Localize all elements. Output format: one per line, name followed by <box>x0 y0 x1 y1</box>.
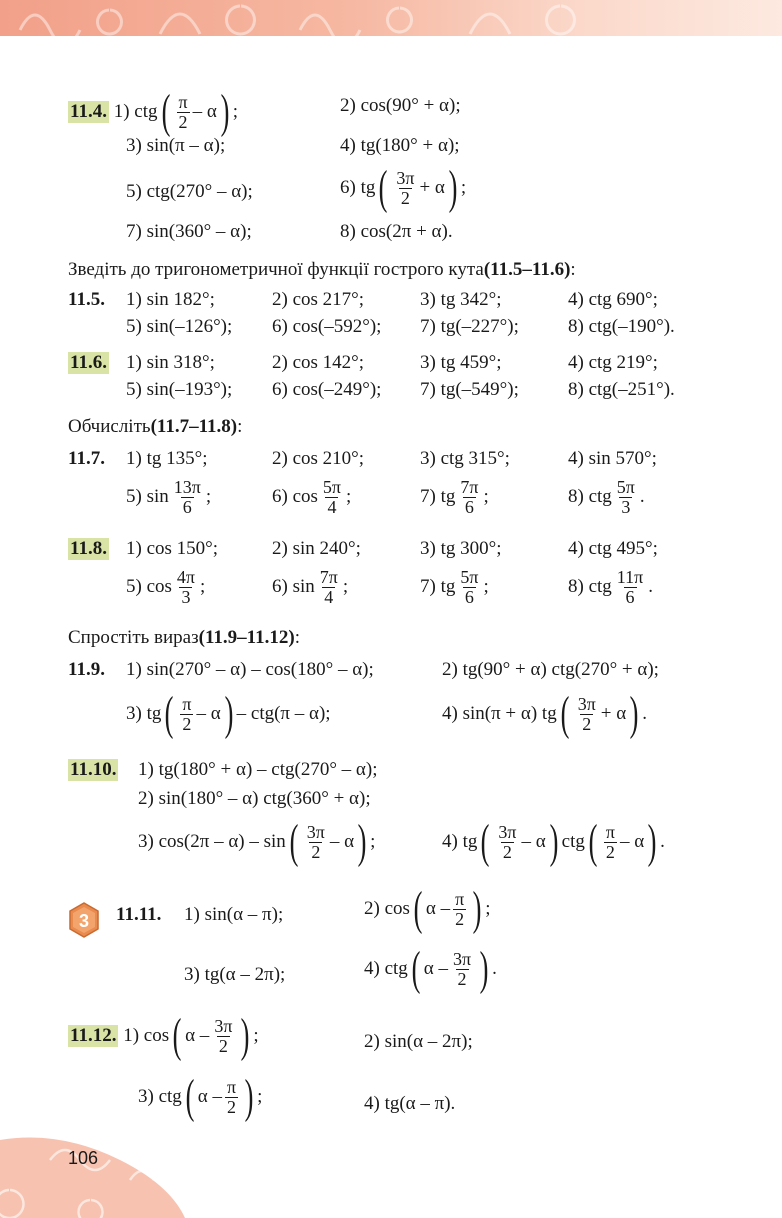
exercise-11-5-item-1: 1) sin 182°; <box>126 289 215 310</box>
parenthesized-expression: ( $\frac{\pi}{2}$ – α ) <box>161 85 230 138</box>
exercise-11-8-item-3: 3) tg 300°; <box>420 538 502 559</box>
exercise-11-7-item-5: 5) sin $\frac{13\pi}{6}$ ; <box>126 477 212 517</box>
exercise-11-6-item-5: 5) sin(–193°); <box>126 379 233 400</box>
exercise-11-12-item-1: 11.12. 1) cos ( α – $\frac{3\pi}{2}$ ) ; <box>70 1009 259 1062</box>
section-heading-compute: Обчисліть (11.7–11.8) : <box>68 416 243 437</box>
exercise-11-5-item-3: 3) tg 342°; <box>420 289 502 310</box>
exercise-11-6-item-4: 4) ctg 219°; <box>568 352 658 373</box>
exercise-11-4-item-3: 3) sin(π – α); <box>126 135 226 156</box>
exercise-11-4-item-5: 5) ctg(270° – α); <box>126 181 253 202</box>
exercise-11-7-item-4: 4) sin 570°; <box>568 448 657 469</box>
fraction: $\frac{4\pi}{3}$ <box>176 567 195 607</box>
fraction: $\frac{\pi}{2}$ <box>178 91 188 132</box>
fraction: $\frac{\pi}{2}$ <box>605 821 615 862</box>
exercise-11-6-item-7: 7) tg(–549°); <box>420 379 519 400</box>
exercise-11-5-item-5: 5) sin(–126°); <box>126 316 233 337</box>
fraction: $\frac{3\pi}{2}$ <box>396 167 415 208</box>
exercise-11-5-item-8: 8) ctg(–190°). <box>568 316 675 337</box>
fraction: $\frac{3\pi}{2}$ <box>214 1015 233 1056</box>
exercise-11-5-item-4: 4) ctg 690°; <box>568 289 658 310</box>
exercise-11-6-item-2: 2) cos 142°; <box>272 352 365 373</box>
page-number: 106 <box>68 1148 99 1168</box>
exercise-11-4-row-1: 11.4. 1) ctg ( $\frac{\pi}{2}$ – α ) ; <box>70 85 239 138</box>
exercise-11-8-item-4: 4) ctg 495°; <box>568 538 658 559</box>
exercise-11-4-item-6: 6) tg ( $\frac{3\pi}{2}$ + α ) ; <box>340 161 467 214</box>
exercise-11-11-item-3: 3) tg(α – 2π); <box>184 964 286 985</box>
exercise-11-10-item-2: 2) sin(180° – α) ctg(360° + α); <box>138 788 371 809</box>
exercise-number: 11.4. <box>70 100 107 122</box>
fraction: $\frac{7\pi}{6}$ <box>460 477 479 517</box>
exercise-11-8-item-8: 8) ctg $\frac{11\pi}{6}$ . <box>568 567 653 607</box>
exercise-11-5-item-2: 2) cos 217°; <box>272 289 365 310</box>
exercise-11-8-item-1: 1) cos 150°; <box>126 538 219 559</box>
exercise-11-7-item-1: 1) tg 135°; <box>126 448 208 469</box>
exercise-number: 11.8. <box>70 538 107 559</box>
exercise-11-10-item-4: 4) tg ( $\frac{3\pi}{2}$ – α ) ctg ( $\frac{\pi}{2}$ – α ) . <box>442 815 665 868</box>
exercise-number: 11.7. <box>68 448 105 469</box>
fraction: $\frac{\pi}{2}$ <box>227 1076 237 1117</box>
exercise-11-9-item-3: 3) tg ( $\frac{\pi}{2}$ – α ) – ctg(π – α); <box>126 687 331 740</box>
exercise-number: 11.5. <box>68 289 105 310</box>
exercise-number: 11.9. <box>68 659 105 680</box>
svg-text:3: 3 <box>78 911 90 931</box>
exercise-number: 11.12. <box>70 1024 117 1046</box>
top-decorative-band <box>0 0 782 36</box>
exercise-11-9-item-1: 1) sin(270° – α) – cos(180° – α); <box>126 659 374 680</box>
fraction: $\frac{\pi}{2}$ <box>455 888 465 929</box>
fraction: $\frac{3\pi}{2}$ <box>306 821 325 862</box>
fraction: $\frac{13\pi}{6}$ <box>173 477 201 517</box>
exercise-11-6-item-1: 1) sin 318°; <box>126 352 215 373</box>
section-heading-reduce: Зведіть до тригонометричної функції гострого кута (11.5–11.6) : <box>68 259 576 280</box>
exercise-11-9-item-2: 2) tg(90° + α) ctg(270° + α); <box>442 659 659 680</box>
exercise-11-10-item-1: 1) tg(180° + α) – ctg(270° – α); <box>138 759 378 780</box>
exercise-11-12-item-3: 3) ctg ( α – $\frac{\pi}{2}$ ) ; <box>138 1070 263 1123</box>
exercise-number: 11.10. <box>70 759 117 780</box>
exercise-11-12-item-4: 4) tg(α – π). <box>364 1093 456 1114</box>
exercise-11-5-item-7: 7) tg(–227°); <box>420 316 519 337</box>
exercise-11-6-item-3: 3) tg 459°; <box>420 352 502 373</box>
fraction: $\frac{5\pi}{3}$ <box>616 477 635 517</box>
fraction: $\frac{3\pi}{2}$ <box>577 693 596 734</box>
exercise-number: 11.11. <box>116 904 162 925</box>
fraction: $\frac{3\pi}{2}$ <box>453 948 472 989</box>
exercise-11-10-item-3: 3) cos(2π – α) – sin ( $\frac{3\pi}{2}$ – α ) ; <box>138 815 376 868</box>
exercise-11-7-item-3: 3) ctg 315°; <box>420 448 510 469</box>
exercise-11-7-item-8: 8) ctg $\frac{5\pi}{3}$ . <box>568 477 645 517</box>
exercise-11-4-item-2: 2) cos(90° + α); <box>340 95 461 116</box>
exercise-11-11-item-2: 2) cos ( α – $\frac{\pi}{2}$ ) ; <box>364 882 491 935</box>
exercise-11-7-item-2: 2) cos 210°; <box>272 448 365 469</box>
exercise-11-8-item-6: 6) sin $\frac{7\pi}{4}$ ; <box>272 567 349 607</box>
exercise-11-8-item-5: 5) cos $\frac{4\pi}{3}$ ; <box>126 567 206 607</box>
fraction: $\frac{7\pi}{4}$ <box>319 567 338 607</box>
exercise-11-4-item-4: 4) tg(180° + α); <box>340 135 460 156</box>
fraction: $\frac{11\pi}{6}$ <box>616 567 644 607</box>
exercise-11-5-item-6: 6) cos(–592°); <box>272 316 382 337</box>
exercise-11-11-item-1: 1) sin(α – π); <box>184 904 284 925</box>
exercise-11-4-item-7: 7) sin(360° – α); <box>126 221 252 242</box>
exercise-11-6-item-8: 8) ctg(–251°). <box>568 379 675 400</box>
exercise-11-7-item-7: 7) tg $\frac{7\pi}{6}$ ; <box>420 477 489 517</box>
exercise-11-4-item-8: 8) cos(2π + α). <box>340 221 453 242</box>
section-heading-simplify: Спростіть вираз (11.9–11.12) : <box>68 627 300 648</box>
exercise-11-8-item-7: 7) tg $\frac{5\pi}{6}$ ; <box>420 567 489 607</box>
exercise-11-9-item-4: 4) sin(π + α) tg ( $\frac{3\pi}{2}$ + α ) . <box>442 687 647 740</box>
difficulty-level-badge <box>68 902 100 938</box>
corner-decoration <box>0 1130 200 1218</box>
fraction: $\frac{\pi}{2}$ <box>182 693 192 734</box>
fraction: $\frac{5\pi}{4}$ <box>322 477 341 517</box>
exercise-11-6-item-6: 6) cos(–249°); <box>272 379 382 400</box>
exercise-11-8-item-2: 2) sin 240°; <box>272 538 361 559</box>
fraction: $\frac{3\pi}{2}$ <box>498 821 517 862</box>
exercise-11-11-item-4: 4) ctg ( α – $\frac{3\pi}{2}$ ) . <box>364 942 497 995</box>
exercise-11-7-item-6: 6) cos $\frac{5\pi}{4}$ ; <box>272 477 352 517</box>
exercise-11-12-item-2: 2) sin(α – 2π); <box>364 1031 473 1052</box>
exercise-number: 11.6. <box>70 352 107 373</box>
fraction: $\frac{5\pi}{6}$ <box>460 567 479 607</box>
